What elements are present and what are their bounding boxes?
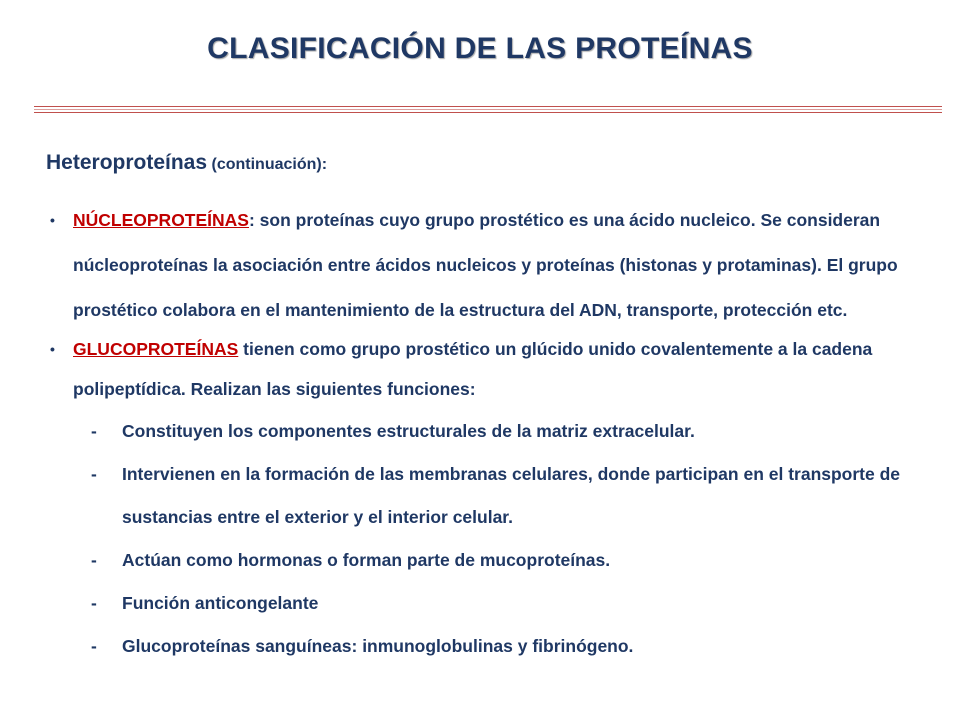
title-divider xyxy=(34,106,942,107)
dash-marker: - xyxy=(91,464,97,484)
term-nucleoproteinas: NÚCLEOPROTEÍNAS xyxy=(73,210,249,230)
title-divider xyxy=(34,112,942,113)
function-item xyxy=(0,453,960,539)
dash-marker: - xyxy=(91,421,97,441)
function-text: Función anticongelante xyxy=(122,593,319,613)
function-text: Actúan como hormonas o forman parte de mucoproteínas. xyxy=(122,550,611,570)
bullet-marker: • xyxy=(50,212,55,228)
function-item xyxy=(0,582,960,625)
function-text: Intervienen en la formación de las membranas celulares, donde participan en el transporte de sustancias entre el exterior y el interior celular. xyxy=(122,464,901,527)
list-item-nucleoproteinas xyxy=(0,198,960,333)
function-text: Glucoproteínas sanguíneas: inmunoglobulinas y fibrinógeno. xyxy=(122,636,634,656)
function-item xyxy=(0,539,960,582)
dash-marker: - xyxy=(91,593,97,613)
title-divider xyxy=(34,109,942,110)
section-heading xyxy=(46,151,327,175)
page-title: CLASIFICACIÓN DE LAS PROTEÍNAS xyxy=(207,32,753,65)
function-item xyxy=(0,625,960,668)
function-item xyxy=(0,410,960,453)
functions-list xyxy=(0,410,960,668)
section-heading-note: (continuación): xyxy=(211,156,328,173)
section-heading-main: Heteroproteínas xyxy=(46,151,208,174)
definition-nucleoproteinas: : son proteínas cuyo grupo prostético es una ácido nucleico. Se consideran núcleoproteínas la asociación entre ácidos nucleicos y proteínas (histonas y protaminas). El grupo prostético colabora en el mantenimiento de la estructura del ADN, transporte, protección etc. xyxy=(73,210,898,320)
list-item-glucoproteinas xyxy=(0,329,960,409)
definition-glucoproteinas: tienen como grupo prostético un glúcido unido covalentemente a la cadena polipeptídica. Realizan las siguientes funciones: xyxy=(73,339,873,399)
dash-marker: - xyxy=(91,550,97,570)
slide-body xyxy=(0,198,960,668)
term-glucoproteinas: GLUCOPROTEÍNAS xyxy=(73,339,239,359)
dash-marker: - xyxy=(91,636,97,656)
bullet-marker: • xyxy=(50,341,55,357)
function-text: Constituyen los componentes estructurales de la matriz extracelular. xyxy=(122,421,695,441)
